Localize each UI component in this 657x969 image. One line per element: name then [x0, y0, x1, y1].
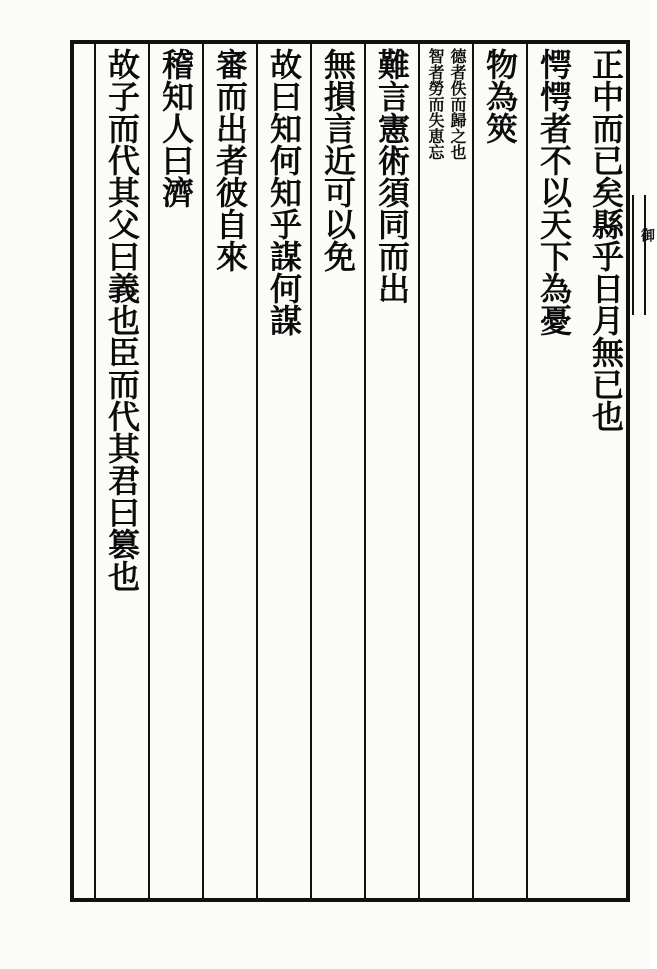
text-column-5	[364, 40, 418, 902]
text-column-4	[418, 40, 472, 902]
text-column-7	[256, 40, 310, 902]
text-column-2	[526, 40, 580, 902]
main-text: 正中而已矣縣乎日月無已也	[587, 48, 625, 432]
text-column-9	[148, 40, 202, 902]
text-column-6	[310, 40, 364, 902]
main-text: 無損言近可以免	[319, 48, 357, 272]
main-text: 故子而代其父曰義也臣而代其君曰篡也	[103, 48, 141, 592]
text-column-10	[94, 40, 148, 902]
commentary-text: 智者勞而失恵忘	[426, 48, 445, 160]
text-frame	[70, 40, 630, 902]
main-text: 審而出者彼自來	[211, 48, 249, 272]
main-text: 故曰知何知乎謀何謀	[265, 48, 303, 336]
main-text: 愕愕者不以天下為憂	[535, 48, 573, 336]
text-column-1	[580, 40, 634, 902]
text-column-8	[202, 40, 256, 902]
main-text: 難言憲術須同而出	[373, 48, 411, 304]
main-text: 物為筴	[481, 48, 519, 144]
page-edge-tab	[632, 195, 646, 315]
text-column-3	[472, 40, 526, 902]
commentary-text: 德者佚而歸之也	[448, 48, 467, 160]
page-edge-text: 御	[639, 228, 655, 242]
main-text: 稽知人曰濟	[157, 48, 195, 208]
